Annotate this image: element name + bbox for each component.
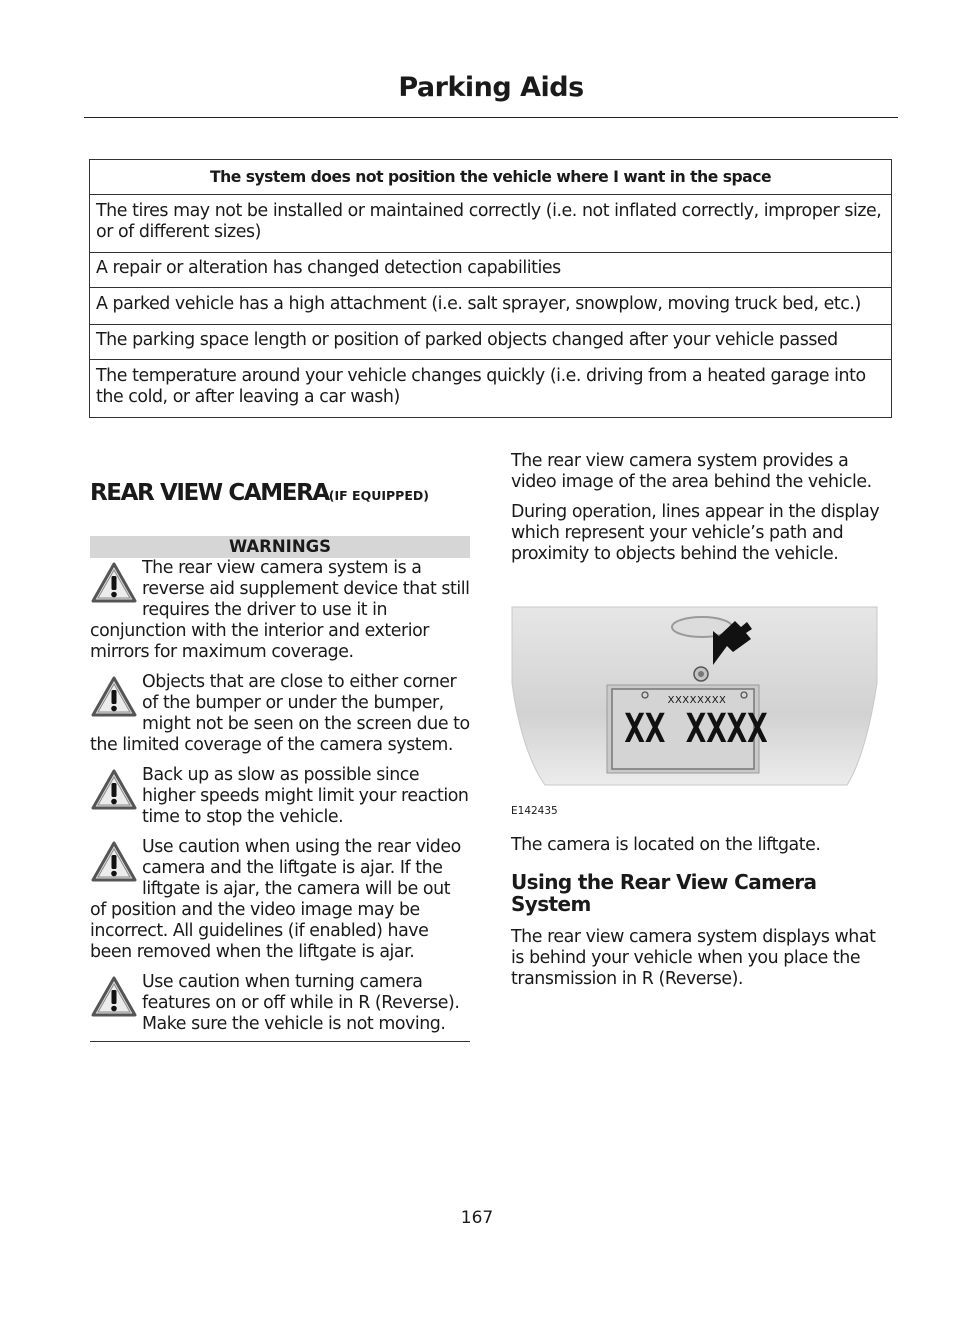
warning-item (90, 765, 470, 828)
page-number: 167 (460, 1208, 494, 1228)
subsection-heading: Using the Rear View Camera System (511, 870, 817, 916)
table-cell: The tires may not be installed or maintained correctly (i.e. not inflated correctly, improper size, or of different sizes) (90, 195, 892, 253)
table-cell: The parking space length or position of parked objects changed after your vehicle passed (90, 325, 892, 360)
warning-triangle-icon (90, 674, 138, 718)
warnings-label: WARNINGS (90, 536, 470, 558)
table-cell: The temperature around your vehicle changes quickly (i.e. driving from a heated garage into the cold, or after leaving a car wash) (90, 360, 892, 418)
figure-code: E142435 (511, 805, 558, 817)
liftgate-illustration (511, 603, 883, 789)
table-row (90, 253, 892, 288)
warning-text: Back up as slow as possible since higher speeds might limit your reaction time to stop the vehicle. (142, 765, 469, 827)
warning-item (90, 837, 470, 963)
table-cell: A parked vehicle has a high attachment (i.e. salt sprayer, snowplow, moving truck bed, etc.) (90, 288, 892, 325)
table-row (90, 195, 892, 253)
table-row (90, 360, 892, 418)
warning-text: Objects that are close to either corner of the bumper or under the bumper, might not be seen on the screen due to the limited coverage of the camera system. (90, 672, 470, 755)
section-title: REAR VIEW CAMERA (90, 480, 329, 506)
left-column (90, 478, 470, 1042)
warning-text: Use caution when using the rear video camera and the liftgate is ajar. If the liftgate is ajar, the camera will be out of position and the video image may be incorrect. All guidelines (if enabled) have been removed when the liftgate is ajar. (90, 837, 461, 962)
troubleshooting-table (89, 159, 892, 418)
warning-triangle-icon (90, 974, 138, 1018)
warnings-bottom-rule (90, 1041, 470, 1042)
warning-item (90, 558, 470, 663)
warnings-list (90, 558, 470, 1035)
warning-item (90, 972, 470, 1035)
section-heading (90, 478, 470, 511)
warning-triangle-icon (90, 560, 138, 604)
table-row (90, 325, 892, 360)
section-suffix: (IF EQUIPPED) (328, 488, 429, 503)
warning-text: Use caution when turning camera features on or off while in R (Reverse). Make sure the vehicle is not moving. (142, 972, 460, 1034)
guidelines-paragraph: During operation, lines appear in the display which represent your vehicle’s path and proximity to objects behind the vehicle. (511, 502, 880, 564)
warning-triangle-icon (90, 839, 138, 883)
page-title: Parking Aids (398, 72, 584, 103)
table-row (90, 288, 892, 325)
table-header: The system does not position the vehicle where I want in the space (90, 160, 892, 195)
right-column (511, 451, 893, 999)
warning-item (90, 672, 470, 756)
plate-large-text: XX XXXX (624, 705, 768, 752)
liftgate-camera-figure (511, 603, 883, 789)
usage-paragraph: The rear view camera system displays what is behind your vehicle when you place the transmission in R (Reverse). (511, 927, 876, 989)
plate-small-text: XXXXXXXX (667, 695, 727, 706)
warning-text: The rear view camera system is a reverse aid supplement device that still requires the driver to use it in conjunction with the interior and exterior mirrors for maximum coverage. (90, 558, 470, 662)
intro-paragraph: The rear view camera system provides a video image of the area behind the vehicle. (511, 451, 872, 492)
title-divider (84, 117, 898, 118)
figure-caption: The camera is located on the liftgate. (511, 835, 821, 855)
table-cell: A repair or alteration has changed detection capabilities (90, 253, 892, 288)
warning-triangle-icon (90, 767, 138, 811)
